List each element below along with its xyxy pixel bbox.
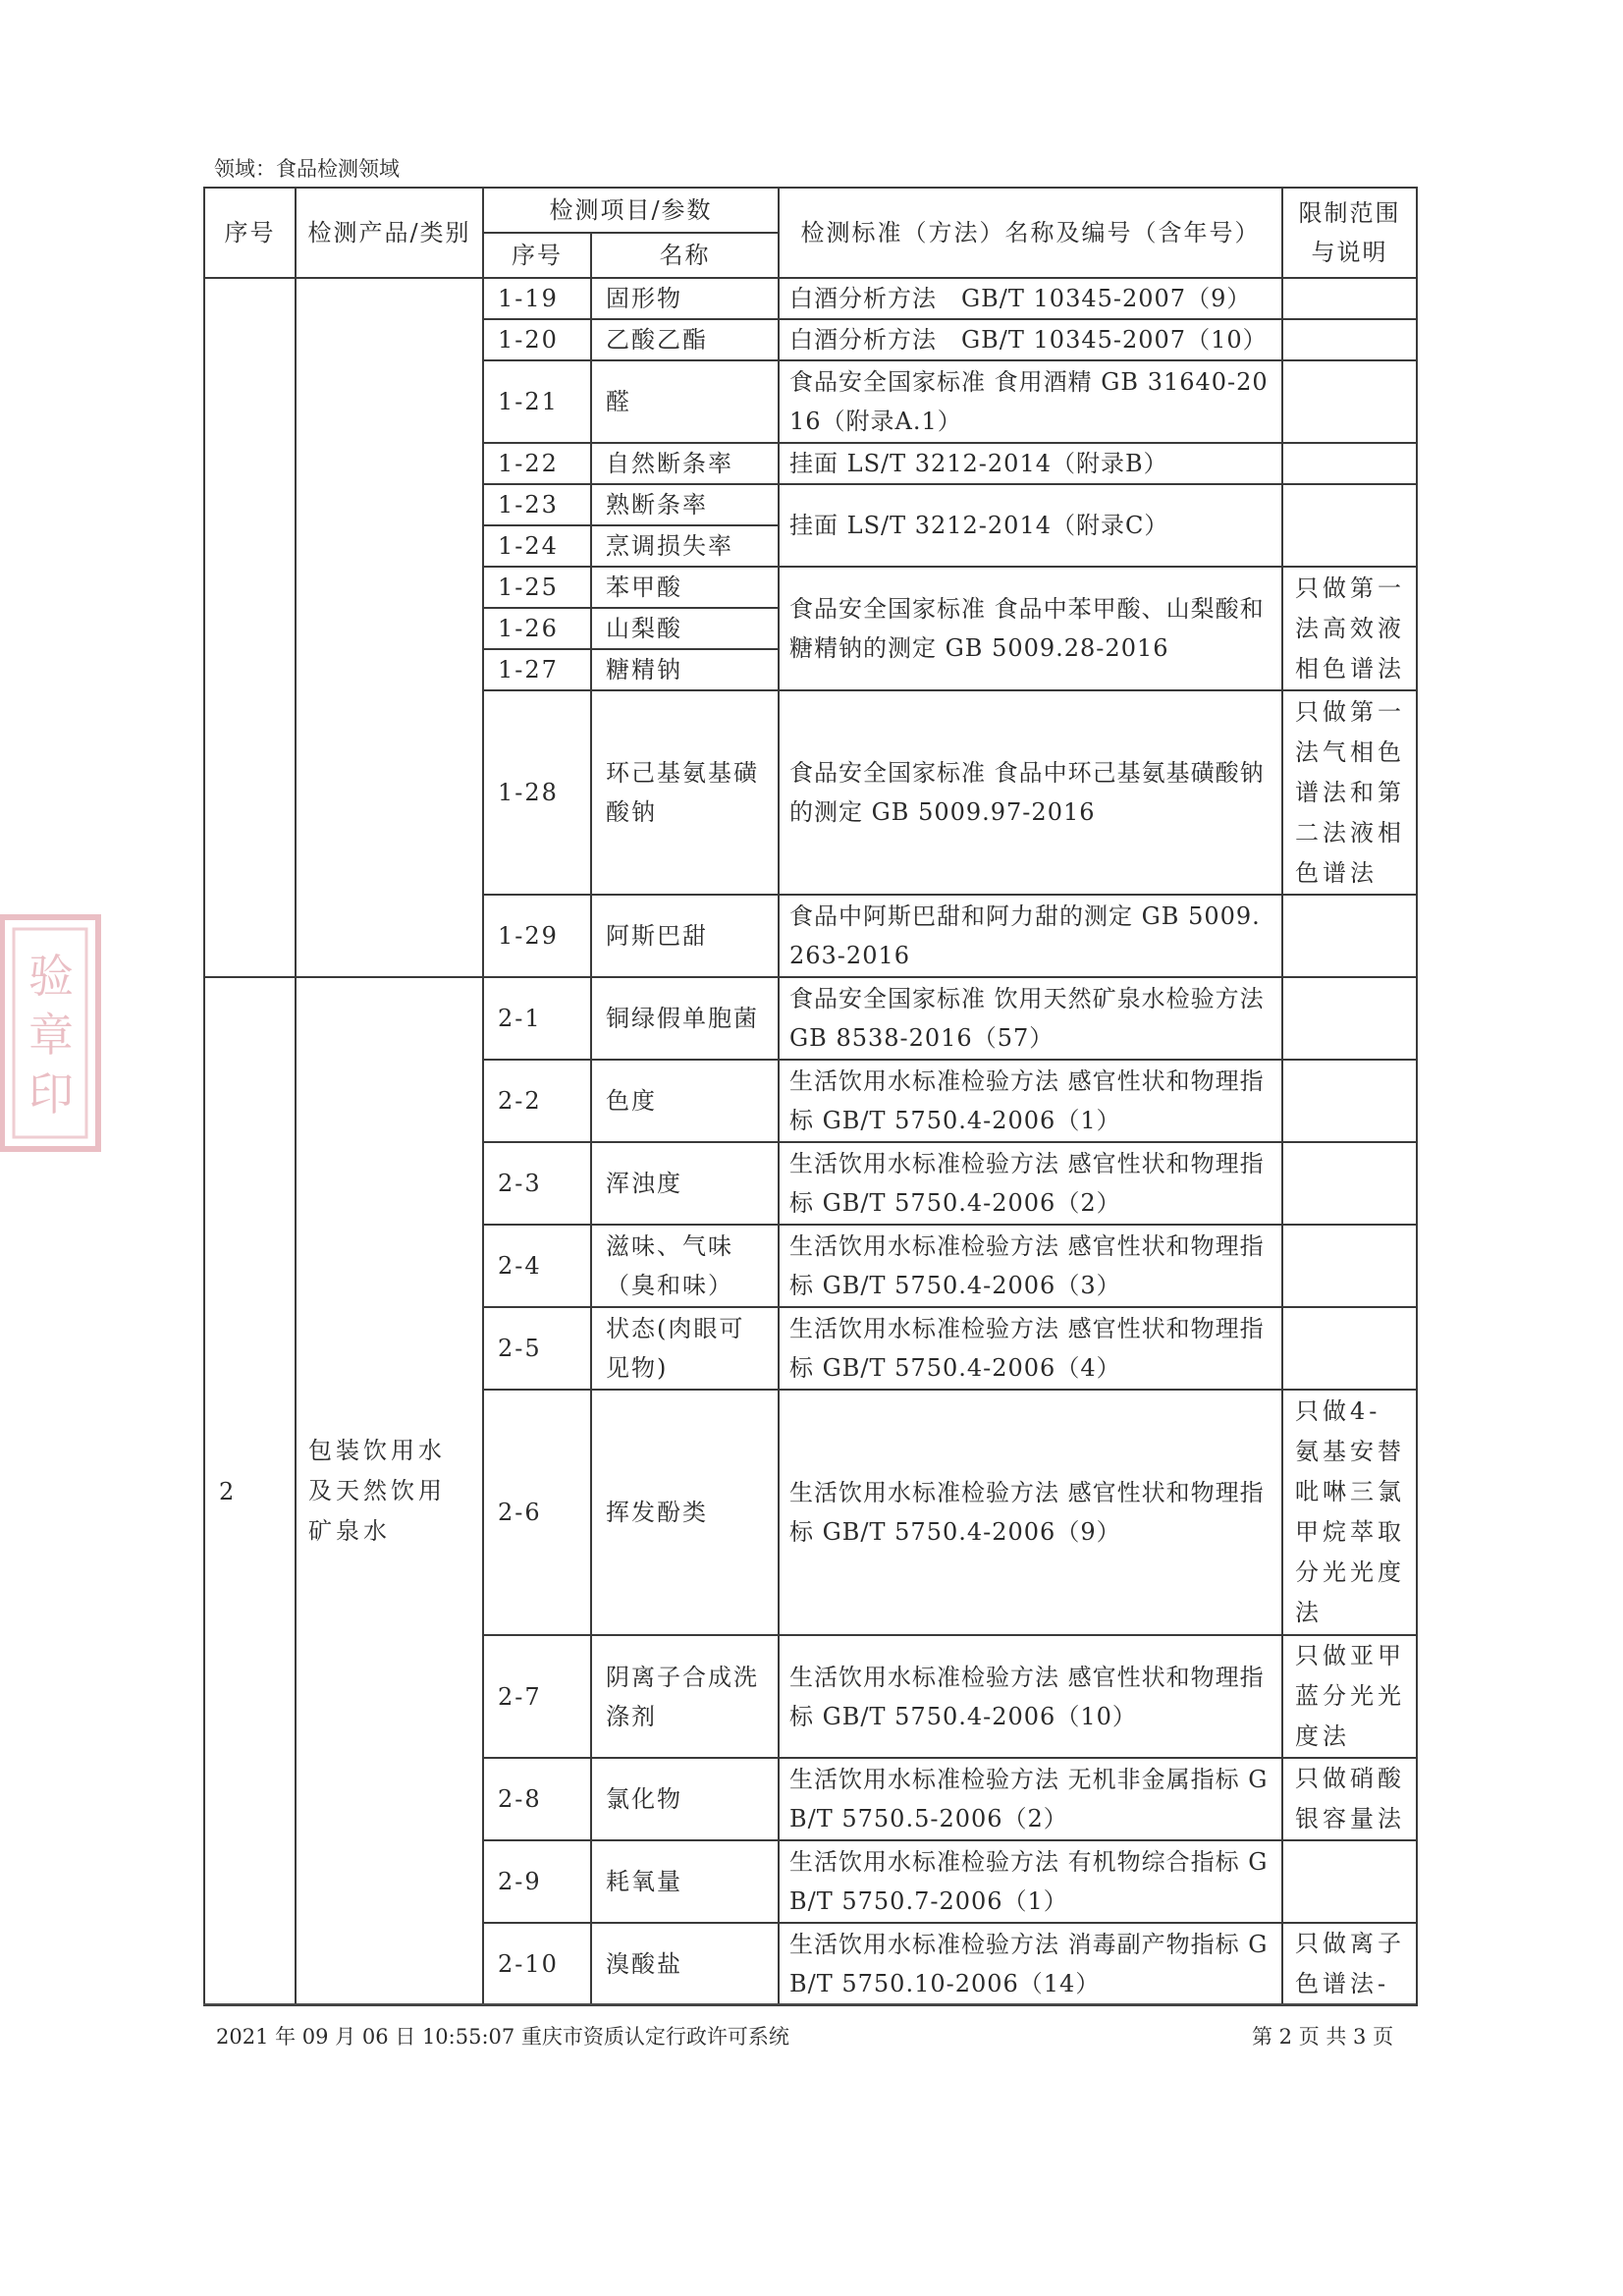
item-seq: 2-6	[483, 1390, 591, 1635]
table-row	[204, 278, 1417, 319]
item-limit	[1282, 1307, 1417, 1390]
table-row	[204, 977, 1417, 1060]
item-limit	[1282, 319, 1417, 360]
test-items-table	[203, 187, 1418, 2006]
item-name: 乙酸乙酯	[591, 319, 779, 360]
item-standard: 食品安全国家标准 食品中环己基氨基磺酸钠的测定 GB 5009.97-2016	[779, 690, 1282, 895]
item-limit	[1282, 1060, 1417, 1142]
item-name: 状态(肉眼可见物)	[591, 1307, 779, 1390]
group1-seq-cell	[204, 278, 296, 977]
item-seq: 1-21	[483, 360, 591, 443]
item-name: 挥发酚类	[591, 1390, 779, 1635]
item-name: 固形物	[591, 278, 779, 319]
item-standard: 食品中阿斯巴甜和阿力甜的测定 GB 5009.263-2016	[779, 895, 1282, 977]
item-name: 耗氧量	[591, 1840, 779, 1923]
item-name: 自然断条率	[591, 443, 779, 484]
item-limit	[1282, 484, 1417, 567]
item-limit	[1282, 977, 1417, 1060]
item-name: 阴离子合成洗涤剂	[591, 1635, 779, 1758]
item-seq: 1-19	[483, 278, 591, 319]
svg-text:印: 印	[28, 1067, 74, 1121]
group2-seq: 2	[204, 977, 296, 2005]
item-limit: 只做离子色谱法-	[1282, 1923, 1417, 2005]
item-seq: 2-10	[483, 1923, 591, 2005]
item-seq: 1-27	[483, 649, 591, 690]
item-seq: 2-9	[483, 1840, 591, 1923]
header-product: 检测产品/类别	[296, 188, 483, 278]
item-name: 糖精钠	[591, 649, 779, 690]
item-name: 浑浊度	[591, 1142, 779, 1225]
group1-product-cell	[296, 278, 483, 977]
item-standard: 生活饮用水标准检验方法 感官性状和物理指标 GB/T 5750.4-2006（9）	[779, 1390, 1282, 1635]
footer-timestamp: 2021 年 09 月 06 日 10:55:07 重庆市资质认定行政许可系统	[216, 2025, 789, 2049]
item-seq: 2-1	[483, 977, 591, 1060]
item-standard: 挂面 LS/T 3212-2014（附录B）	[779, 443, 1282, 484]
item-standard: 生活饮用水标准检验方法 感官性状和物理指标 GB/T 5750.4-2006（4）	[779, 1307, 1282, 1390]
header-item-seq: 序号	[483, 233, 591, 278]
item-standard: 生活饮用水标准检验方法 感官性状和物理指标 GB/T 5750.4-2006（10）	[779, 1635, 1282, 1758]
item-standard: 食品安全国家标准 食用酒精 GB 31640-2016（附录A.1）	[779, 360, 1282, 443]
item-seq: 1-26	[483, 608, 591, 649]
header-item-group: 检测项目/参数	[483, 188, 779, 233]
item-name: 阿斯巴甜	[591, 895, 779, 977]
item-limit: 只做硝酸银容量法	[1282, 1758, 1417, 1840]
item-seq: 1-22	[483, 443, 591, 484]
item-standard: 生活饮用水标准检验方法 感官性状和物理指标 GB/T 5750.4-2006（2）	[779, 1142, 1282, 1225]
item-limit	[1282, 895, 1417, 977]
item-name: 烹调损失率	[591, 525, 779, 567]
item-standard: 挂面 LS/T 3212-2014（附录C）	[779, 484, 1282, 567]
item-seq: 2-3	[483, 1142, 591, 1225]
item-seq: 2-7	[483, 1635, 591, 1758]
item-limit	[1282, 1142, 1417, 1225]
item-seq: 1-28	[483, 690, 591, 895]
header-item-name: 名称	[591, 233, 779, 278]
item-limit	[1282, 443, 1417, 484]
item-name: 苯甲酸	[591, 567, 779, 608]
item-seq: 2-4	[483, 1225, 591, 1307]
item-seq: 2-2	[483, 1060, 591, 1142]
item-name: 滋味、气味（臭和味）	[591, 1225, 779, 1307]
item-standard: 白酒分析方法 GB/T 10345-2007（9）	[779, 278, 1282, 319]
item-seq: 1-25	[483, 567, 591, 608]
item-seq: 1-23	[483, 484, 591, 525]
item-seq: 2-5	[483, 1307, 591, 1390]
item-limit: 只做亚甲蓝分光光度法	[1282, 1635, 1417, 1758]
item-standard: 生活饮用水标准检验方法 消毒副产物指标 GB/T 5750.10-2006（14）	[779, 1923, 1282, 2005]
item-standard: 生活饮用水标准检验方法 有机物综合指标 GB/T 5750.7-2006（1）	[779, 1840, 1282, 1923]
item-standard: 白酒分析方法 GB/T 10345-2007（10）	[779, 319, 1282, 360]
item-limit: 只做第一法气相色谱法和第二法液相色谱法	[1282, 690, 1417, 895]
item-limit: 只做第一法高效液相色谱法	[1282, 567, 1417, 690]
item-seq: 2-8	[483, 1758, 591, 1840]
svg-text:验: 验	[28, 950, 74, 1003]
item-name: 醛	[591, 360, 779, 443]
item-name: 熟断条率	[591, 484, 779, 525]
item-name: 色度	[591, 1060, 779, 1142]
domain-label: 领域：食品检测领域	[214, 157, 400, 181]
item-standard: 生活饮用水标准检验方法 感官性状和物理指标 GB/T 5750.4-2006（1）	[779, 1060, 1282, 1142]
item-name: 氯化物	[591, 1758, 779, 1840]
item-seq: 1-24	[483, 525, 591, 567]
item-name: 山梨酸	[591, 608, 779, 649]
header-limit: 限制范围与说明	[1282, 188, 1417, 278]
item-name: 铜绿假单胞菌	[591, 977, 779, 1060]
footer-page-number: 第 2 页 共 3 页	[1252, 2025, 1394, 2049]
item-seq: 1-20	[483, 319, 591, 360]
item-seq: 1-29	[483, 895, 591, 977]
group2-product: 包装饮用水及天然饮用矿泉水	[296, 977, 483, 2005]
item-limit	[1282, 1225, 1417, 1307]
item-standard: 食品安全国家标准 食品中苯甲酸、山梨酸和糖精钠的测定 GB 5009.28-2016	[779, 567, 1282, 690]
item-limit	[1282, 1840, 1417, 1923]
item-standard: 生活饮用水标准检验方法 感官性状和物理指标 GB/T 5750.4-2006（3）	[779, 1225, 1282, 1307]
svg-text:章: 章	[28, 1009, 74, 1062]
item-name: 环己基氨基磺酸钠	[591, 690, 779, 895]
item-standard: 生活饮用水标准检验方法 无机非金属指标 GB/T 5750.5-2006（2）	[779, 1758, 1282, 1840]
item-limit	[1282, 278, 1417, 319]
item-limit: 只做4-氨基安替吡啉三氯甲烷萃取分光光度法	[1282, 1390, 1417, 1635]
seal-stamp	[0, 913, 102, 1154]
footer-divider	[203, 2003, 1416, 2005]
header-seq: 序号	[204, 188, 296, 278]
header-standard: 检测标准（方法）名称及编号（含年号）	[779, 188, 1282, 278]
item-limit	[1282, 360, 1417, 443]
item-standard: 食品安全国家标准 饮用天然矿泉水检验方法 GB 8538-2016（57）	[779, 977, 1282, 1060]
item-name: 溴酸盐	[591, 1923, 779, 2005]
